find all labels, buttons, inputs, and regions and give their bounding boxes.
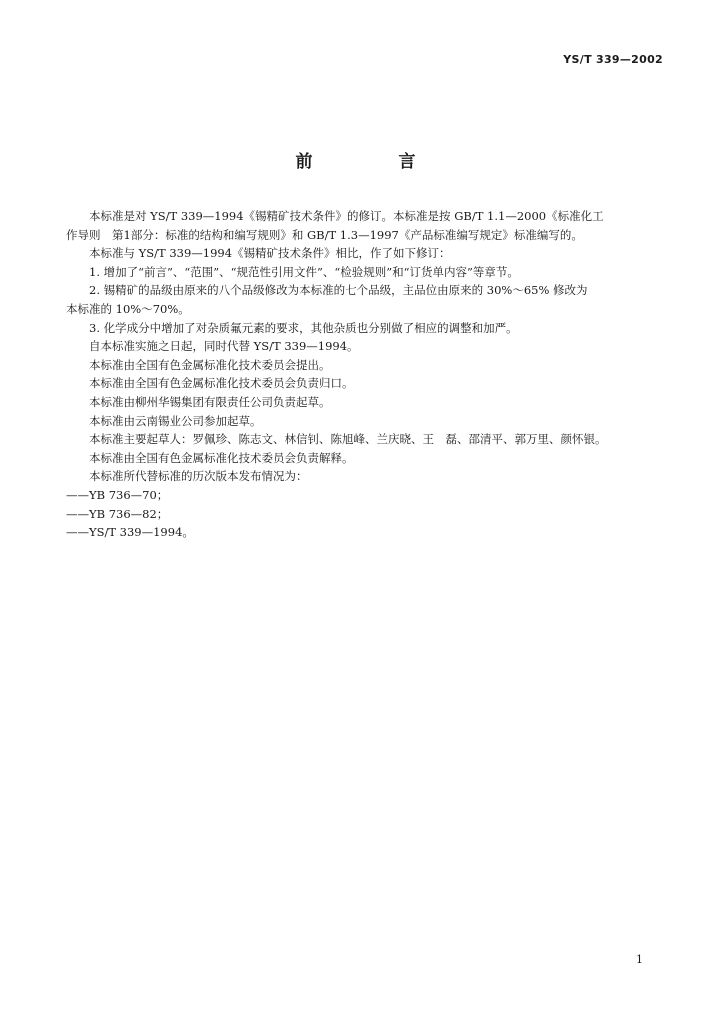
paragraph-proposed-by: 本标准由全国有色金属标准化技术委员会提出。	[89, 357, 331, 372]
body-text	[66, 207, 664, 542]
history-item-1: ——YB 736—70；	[66, 487, 169, 502]
paragraph-intro-line2: 作导则 第1部分：标准的结构和编写规则》和 GB/T 1.3—1997《产品标准编写规定》标准编写的。	[66, 227, 583, 242]
revision-item-2-line1: 2. 锡精矿的品级由原来的八个品级修改为本标准的七个品级，主品位由原来的 30%～65% 修改为	[89, 283, 588, 298]
revision-item-1: 1. 增加了“前言”、“范围”、“规范性引用文件”、“检验规则”和“订货单内容”等章节。	[89, 264, 519, 279]
paragraph-participated: 本标准由云南锡业公司参加起草。	[89, 413, 262, 428]
paragraph-interpreted-by: 本标准由全国有色金属标准化技术委员会负责解释。	[89, 450, 354, 465]
history-item-3: ——YS/T 339—1994。	[66, 525, 194, 540]
revision-item-2-line2: 本标准的 10%～70%。	[66, 301, 190, 316]
paragraph-drafters: 本标准主要起草人：罗佩珍、陈志文、林信钊、陈旭峰、兰庆晓、王 磊、邵清平、郭万里、颜怀银。	[89, 432, 607, 447]
paragraph-intro-line1: 本标准是对 YS/T 339—1994《锡精矿技术条件》的修订。本标准是按 GB/T 1.1—2000《标准化工	[89, 209, 604, 223]
paragraph-drafted-by: 本标准由柳州华锡集团有限责任公司负责起草。	[89, 394, 331, 409]
paragraph-comparison: 本标准与 YS/T 339—1994《锡精矿技术条件》相比，作了如下修订：	[89, 246, 451, 261]
paragraph-centralized-by: 本标准由全国有色金属标准化技术委员会负责归口。	[89, 376, 354, 391]
paragraph-history-intro: 本标准所代替标准的历次版本发布情况为：	[89, 469, 308, 484]
page-number: 1	[636, 953, 643, 966]
history-item-2: ——YB 736—82；	[66, 506, 169, 521]
standard-code: YS/T 339—2002	[563, 53, 663, 66]
revision-item-3: 3. 化学成分中增加了对杂质氟元素的要求，其他杂质也分别做了相应的调整和加严。	[89, 320, 518, 335]
page-title: 前 言	[295, 152, 456, 172]
paragraph-replacement: 自本标准实施之日起，同时代替 YS/T 339—1994。	[89, 339, 359, 354]
